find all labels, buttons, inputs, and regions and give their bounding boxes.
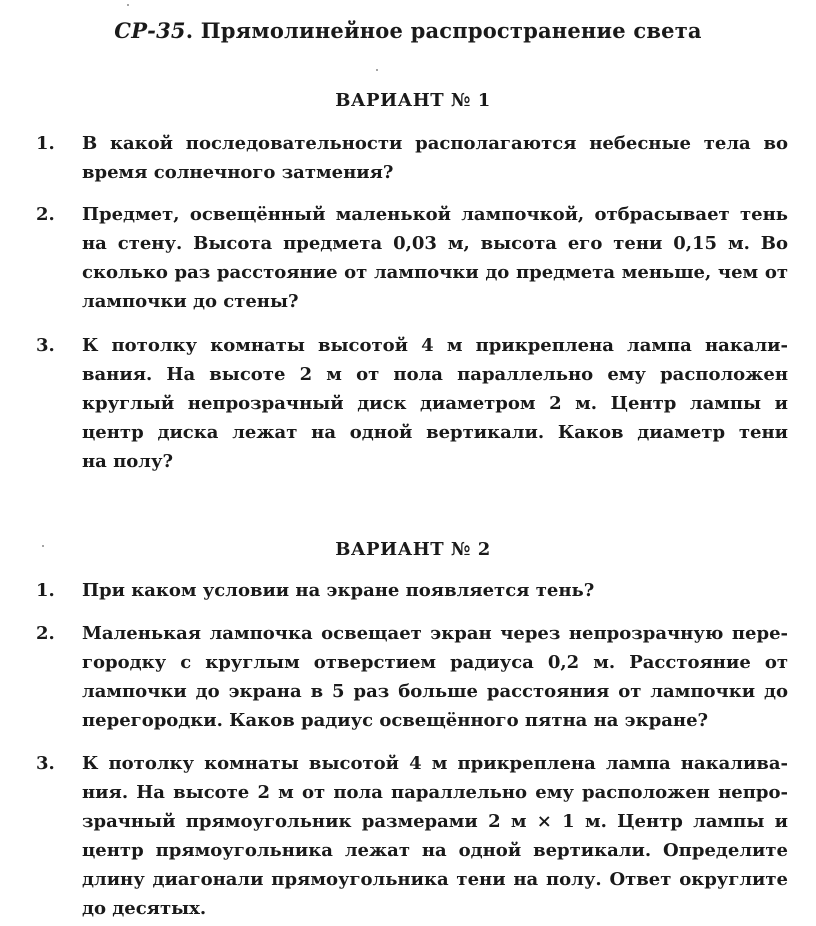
question-line: Маленькая лампочка освещает экран через непрозрачную пере- [82, 623, 788, 644]
question-number: 1. [36, 133, 55, 154]
question-line: ния. На высоте 2 м от пола параллельно ему расположен непро- [82, 782, 788, 803]
question-number: 1. [36, 580, 55, 601]
question-line: лампочки до экрана в 5 раз больше расстояния от лампочки до [82, 681, 788, 702]
question-line: время солнечного затмения? [82, 162, 394, 183]
question-line: перегородки. Каков радиус освещённого пятна на экране? [82, 710, 709, 731]
question-number: 3. [36, 753, 55, 774]
question-text [82, 200, 788, 316]
question-line: Предмет, освещённый маленькой лампочкой, отбрасывает тень [82, 204, 788, 225]
variant-2-heading: ВАРИАНТ № 2 [335, 539, 491, 560]
question-line: При каком условии на экране появляется тень? [82, 580, 595, 601]
question-line: вания. На высоте 2 м от пола параллельно ему расположен [82, 364, 788, 385]
worksheet-code: СР-35 [114, 18, 186, 43]
variant-1-heading: ВАРИАНТ № 1 [335, 90, 491, 111]
scan-speck [376, 69, 378, 71]
question-line: сколько раз расстояние от лампочки до предмета меньше, чем от [82, 262, 788, 283]
question-line: круглый непрозрачный диск диаметром 2 м. Центр лампы и [82, 393, 788, 414]
worksheet-topic: . Прямолинейное распространение света [185, 18, 702, 43]
question-text [82, 331, 788, 476]
question-line: К потолку комнаты высотой 4 м прикреплена лампа накали- [82, 335, 788, 356]
scan-speck [42, 545, 44, 547]
question-line: длину диагонали прямоугольника тени на полу. Ответ округлите [82, 869, 788, 890]
question-line: В какой последовательности располагаются небесные тела во [82, 133, 788, 154]
scan-speck [127, 4, 129, 6]
question-line: зрачный прямоугольник размерами 2 м × 1 м. Центр лампы и [82, 811, 788, 832]
question-line: центр диска лежат на одной вертикали. Каков диаметр тени [82, 422, 788, 443]
question-line: городку с круглым отверстием радиуса 0,2 м. Расстояние от [82, 652, 788, 673]
question-line: лампочки до стены? [82, 291, 299, 312]
question-text [82, 749, 788, 923]
question-text [82, 576, 788, 605]
question-line: К потолку комнаты высотой 4 м прикреплена лампа накалива- [82, 753, 788, 774]
question-text [82, 619, 788, 735]
page-title [0, 18, 816, 43]
question-line: центр прямоугольника лежат на одной вертикали. Определите [82, 840, 788, 861]
question-text [82, 129, 788, 187]
question-line: на стену. Высота предмета 0,03 м, высота его тени 0,15 м. Во [82, 233, 788, 254]
question-number: 3. [36, 335, 55, 356]
question-number: 2. [36, 623, 55, 644]
question-line: до десятых. [82, 898, 207, 919]
question-number: 2. [36, 204, 55, 225]
question-line: на полу? [82, 451, 174, 472]
